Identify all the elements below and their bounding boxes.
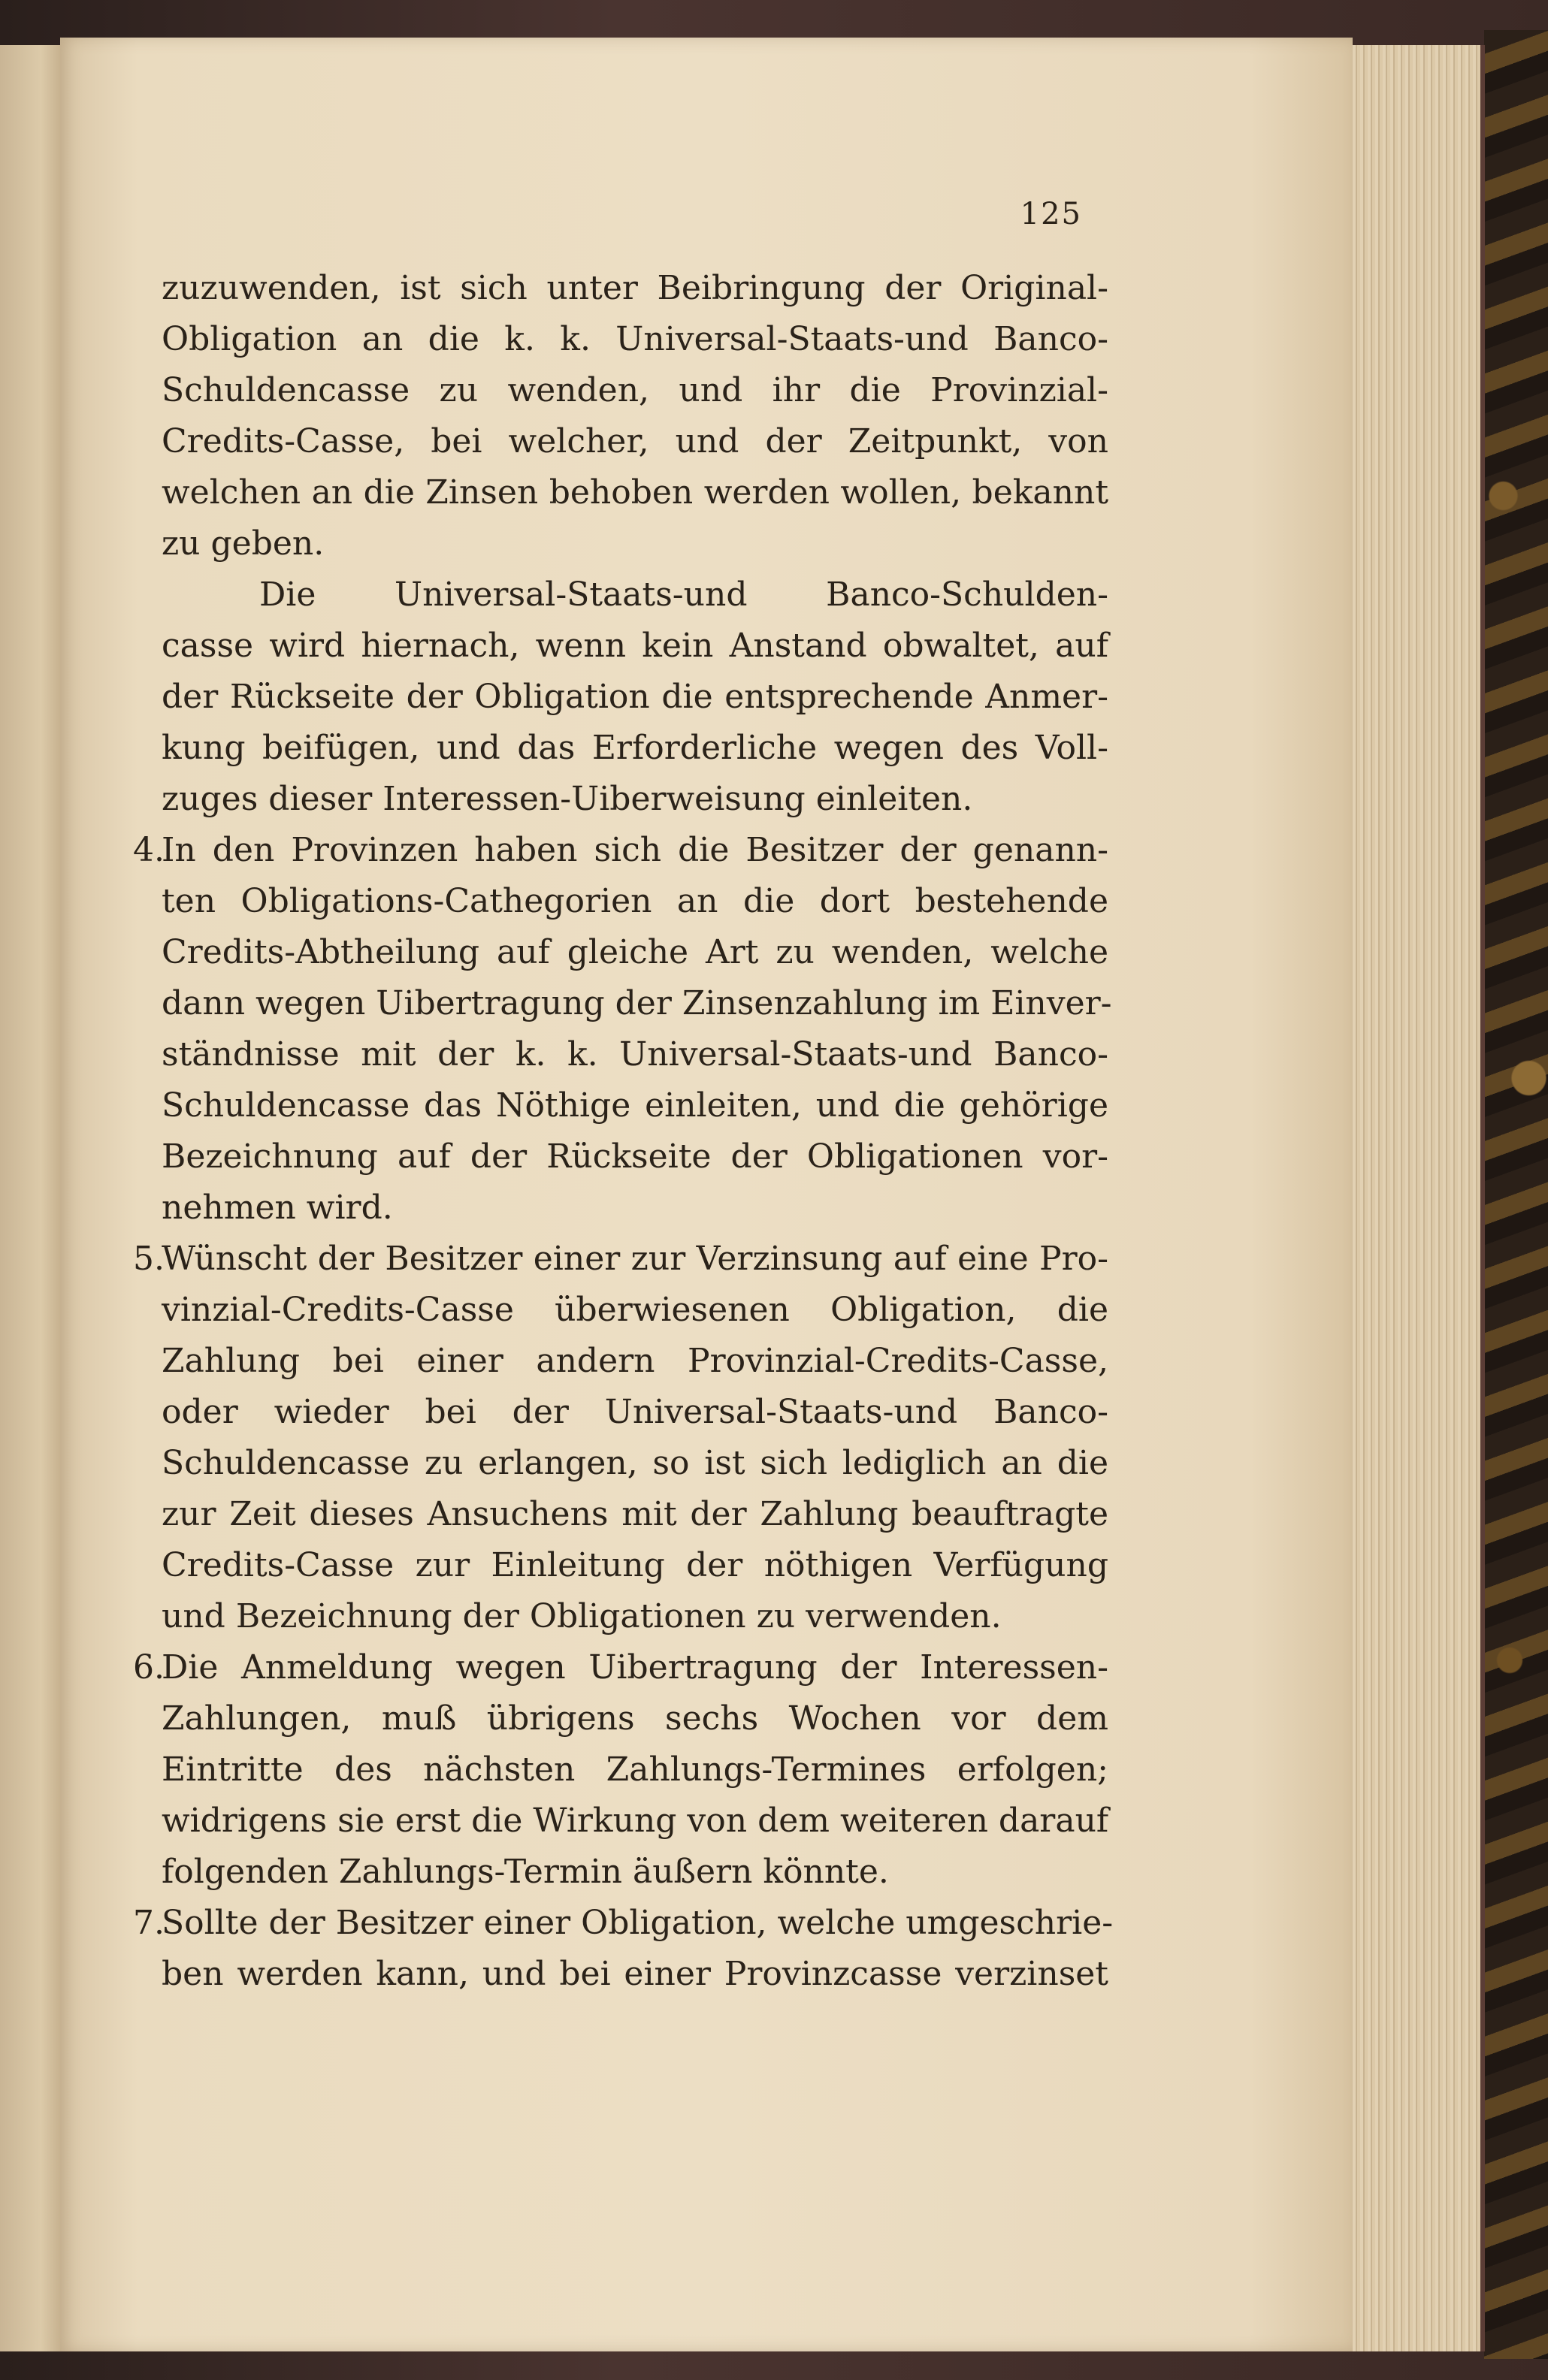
- text-line: und Bezeichnung der Obligationen zu verwenden.: [162, 1597, 1002, 1635]
- list-item-5: [133, 1234, 1108, 1642]
- text-line: zuzuwenden, ist sich unter Beibringung der Original-: [162, 269, 1108, 307]
- text-line: kung beifügen, und das Erforderliche wegen des Voll-: [162, 729, 1108, 767]
- list-item-6: [133, 1642, 1109, 1898]
- text-line: ben werden kann, und bei einer Provinzcasse verzinset: [162, 1955, 1108, 1993]
- list-item-7: [133, 1898, 1114, 2000]
- text-line: dann wegen Uibertragung der Zinsenzahlung im Einver-: [162, 984, 1112, 1022]
- list-number: 7.: [133, 1904, 165, 1942]
- text-line: ten Obligations-Cathegorien an die dort bestehende: [162, 882, 1108, 920]
- paragraph-universal-casse: [162, 569, 1108, 825]
- text-line: In den Provinzen haben sich die Besitzer der genann-: [162, 831, 1108, 869]
- text-line: Wünscht der Besitzer einer zur Verzinsung auf eine Pro-: [162, 1240, 1108, 1278]
- text-line: widrigens sie erst die Wirkung von dem weiteren darauf: [162, 1802, 1109, 1840]
- list-number: 4.: [133, 831, 165, 869]
- text-line: Die Anmeldung wegen Uibertragung der Interessen-: [162, 1648, 1108, 1687]
- text-line: Schuldencasse zu erlangen, so ist sich lediglich an die: [162, 1444, 1108, 1482]
- text-line: folgenden Zahlungs-Termin äußern könnte.: [162, 1853, 889, 1891]
- marbled-cover-edge: [1484, 30, 1548, 2359]
- text-line: zuges dieser Interessen-Uiberweisung einleiten.: [162, 780, 973, 818]
- text-line: Credits-Casse, bei welcher, und der Zeitpunkt, von: [162, 422, 1108, 461]
- text-line: Die Universal-Staats-und Banco-Schulden-: [259, 575, 1108, 614]
- page-stack-edge: [1353, 45, 1485, 2351]
- text-line: Bezeichnung auf der Rückseite der Obligationen vor-: [162, 1137, 1108, 1176]
- text-line: Eintritte des nächsten Zahlungs-Termines erfolgen;: [162, 1750, 1108, 1789]
- text-line: Schuldencasse das Nöthige einleiten, und die gehörige: [162, 1086, 1108, 1125]
- text-line: zur Zeit dieses Ansuchens mit der Zahlung beauftragte: [162, 1495, 1108, 1533]
- text-line: Zahlung bei einer andern Provinzial-Credits-Casse,: [162, 1342, 1108, 1380]
- text-line: vinzial-Credits-Casse überwiesenen Obligation, die: [162, 1291, 1108, 1329]
- text-line: Credits-Abtheilung auf gleiche Art zu wenden, welche: [162, 933, 1108, 971]
- text-line: Credits-Casse zur Einleitung der nöthigen Verfügung: [162, 1546, 1108, 1584]
- text-line: nehmen wird.: [162, 1188, 393, 1227]
- text-line: ständnisse mit der k. k. Universal-Staats-und Banco-: [162, 1035, 1108, 1074]
- text-line: welchen an die Zinsen behoben werden wollen, bekannt: [162, 473, 1108, 512]
- text-line: oder wieder bei der Universal-Staats-und Banco-: [162, 1393, 1108, 1431]
- text-line: Schuldencasse zu wenden, und ihr die Provinzial-: [162, 371, 1108, 409]
- paragraph-continuation: [162, 263, 1108, 569]
- page-number: 125: [1020, 197, 1082, 231]
- list-item-4: [133, 825, 1112, 1234]
- list-number: 6.: [133, 1648, 165, 1687]
- list-number: 5.: [133, 1240, 165, 1278]
- text-line: Sollte der Besitzer einer Obligation, welche umgeschrie-: [162, 1904, 1114, 1942]
- page-text: [133, 263, 1114, 2000]
- text-line: der Rückseite der Obligation die entsprechende Anmer-: [162, 678, 1108, 716]
- text-line: zu geben.: [162, 524, 325, 563]
- text-line: Obligation an die k. k. Universal-Staats-und Banco-: [162, 320, 1108, 358]
- text-line: Zahlungen, muß übrigens sechs Wochen vor dem: [162, 1699, 1108, 1738]
- text-line: casse wird hiernach, wenn kein Anstand obwaltet, auf: [162, 627, 1108, 665]
